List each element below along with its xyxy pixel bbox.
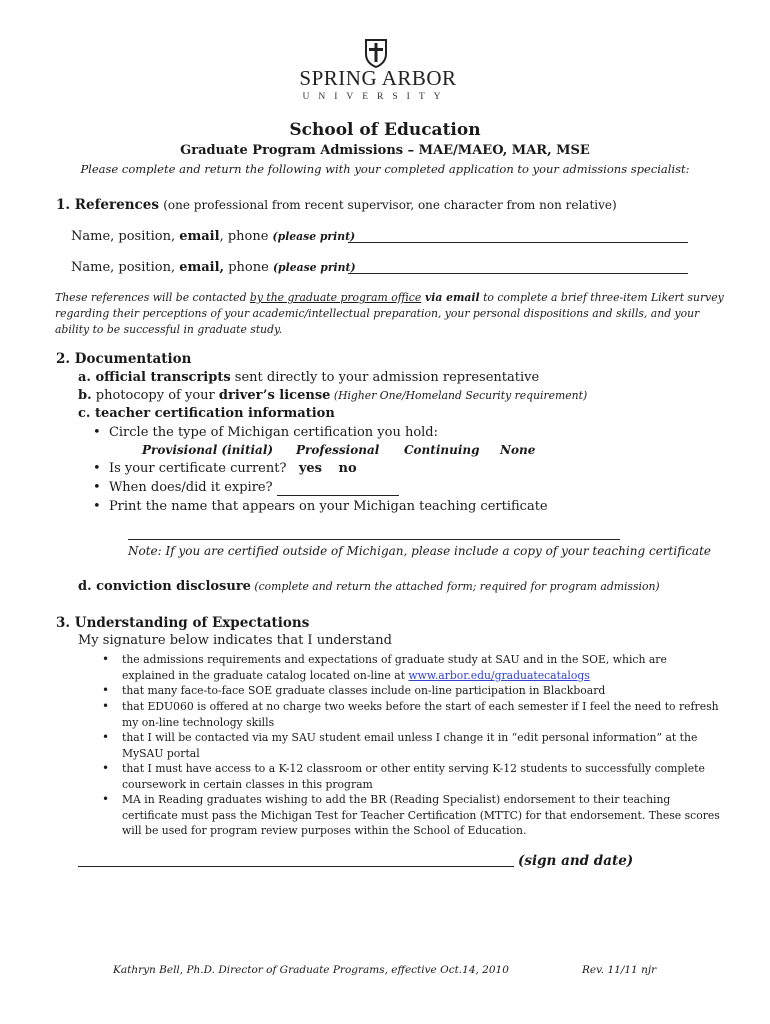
- certificate-name-input-line[interactable]: [128, 539, 620, 540]
- instructions: Please complete and return the following with your completed application to your admissions specialist:: [80, 162, 690, 176]
- ref2-label-email: email,: [179, 260, 225, 275]
- cert-type-professional[interactable]: Professional: [296, 443, 380, 457]
- expectation-item-1-text: the admissions requirements and expectations of graduate study at SAU and in the SOE, which are explained in the graduate catalog located on-line at: [122, 653, 667, 682]
- ref1-label-email: email: [179, 229, 220, 244]
- page-subtitle: Graduate Program Admissions – MAE/MAEO, MAR, MSE: [180, 143, 590, 158]
- footer-revision: Rev. 11/11 njr: [582, 964, 657, 976]
- bullet-current: [93, 461, 357, 476]
- footer-author: Kathryn Bell, Ph.D. Director of Graduate Programs, effective Oct.14, 2010: [113, 964, 509, 976]
- logo-subline: UNIVERSITY: [302, 92, 450, 102]
- sign-and-date-label: (sign and date): [518, 853, 634, 869]
- doc-item-a: [78, 370, 539, 385]
- documentation-heading: 2. Documentation: [56, 351, 192, 367]
- expectation-item-3: that EDU060 is offered at no charge two weeks before the start of each semester if I feel the need to refresh my on-line technology skills: [122, 700, 719, 729]
- bullet-dot: •: [93, 499, 109, 514]
- cross-shield-icon: [363, 38, 389, 68]
- doc-d-note: (complete and return the attached form; required for program admission): [250, 580, 660, 593]
- page-title: School of Education: [289, 120, 481, 140]
- certification-note: Note: If you are certified outside of Michigan, please include a copy of your teaching certificate: [128, 544, 711, 558]
- doc-b-mid: photocopy of your: [91, 388, 219, 403]
- ref1-hint: (please print): [272, 230, 356, 243]
- cert-type-continuing[interactable]: Continuing: [404, 443, 480, 457]
- bullet-expire-text: When does/did it expire?: [108, 480, 273, 495]
- ref1-label-post: , phone: [219, 229, 273, 244]
- expire-date-input-line[interactable]: [277, 480, 399, 496]
- bullet-expire: [93, 480, 399, 496]
- reference-1-input-line[interactable]: [348, 242, 688, 243]
- bullet-dot: •: [102, 683, 110, 697]
- bullet-dot: •: [93, 425, 109, 440]
- references-note-bold: via email: [421, 291, 480, 304]
- doc-b-bold: driver’s license: [218, 388, 331, 403]
- expectation-item-4: that I will be contacted via my SAU student email unless I change it in “edit personal information” at the MySAU portal: [122, 731, 698, 760]
- cert-type-provisional[interactable]: Provisional (initial): [142, 443, 274, 457]
- current-yes[interactable]: yes: [298, 461, 322, 476]
- bullet-dot: •: [102, 699, 110, 713]
- expectations-intro: My signature below indicates that I understand: [78, 633, 393, 648]
- cert-type-none[interactable]: None: [500, 443, 536, 457]
- doc-item-c: c. teacher certification information: [78, 406, 335, 421]
- bullet-dot: •: [102, 792, 110, 806]
- ref2-label-post: phone: [224, 260, 273, 275]
- current-no[interactable]: no: [338, 461, 357, 476]
- expectation-item-5: that I must have access to a K-12 classroom or other entity serving K-12 students to successfully complete coursework in certain classes in this program: [122, 762, 705, 791]
- bullet-print-name-text: Print the name that appears on your Michigan teaching certificate: [108, 499, 548, 514]
- doc-item-d: [78, 579, 660, 594]
- references-note-pre: These references will be contacted: [55, 291, 250, 304]
- references-note-underlined: by the graduate program office: [249, 291, 422, 304]
- doc-item-b: [78, 388, 587, 403]
- reference-2-input-line[interactable]: [348, 273, 688, 274]
- bullet-dot: •: [102, 730, 110, 744]
- references-note: [55, 290, 725, 338]
- doc-d-label: d. conviction disclosure: [78, 579, 251, 594]
- doc-b-note: (Higher One/Homeland Security requirement): [330, 389, 588, 402]
- doc-a-text: sent directly to your admission representative: [230, 370, 540, 385]
- expectation-item-2: that many face-to-face SOE graduate classes include on-line participation in Blackboard: [122, 684, 606, 697]
- ref2-hint: (please print): [272, 261, 356, 274]
- bullet-dot: •: [102, 652, 110, 666]
- graduate-catalog-link[interactable]: www.arbor.edu/graduatecatalogs: [408, 668, 590, 682]
- expectation-item-6: MA in Reading graduates wishing to add the BR (Reading Specialist) endorsement to their teaching certificate must pass the Michigan Test for Teacher Certification (MTTC) for that endorsement. These scores will be used for program review purposes within the School of Education.: [122, 793, 720, 837]
- reference-line-2: [71, 260, 356, 275]
- references-note-post: to complete a brief three-item Likert survey regarding their perceptions of your academic/intellectual preparation, your personal dispositions and skills, and your ability to be successful in graduate study.: [55, 291, 724, 336]
- expectation-item-1: [122, 652, 722, 683]
- reference-line-1: [71, 229, 355, 244]
- references-heading-note: (one professional from recent supervisor, one character from non relative): [163, 198, 617, 212]
- references-heading: 1. References: [56, 197, 159, 213]
- bullet-current-text: Is your certificate current?: [108, 461, 287, 476]
- logo-wordmark: SPRING ARBOR: [299, 66, 457, 90]
- bullet-dot: •: [93, 480, 109, 495]
- bullet-dot: •: [93, 461, 109, 476]
- bullet-circle-type: [93, 425, 438, 440]
- signature-input-line[interactable]: [78, 866, 514, 867]
- bullet-print-name: [93, 499, 548, 514]
- ref2-label-pre: Name, position,: [71, 260, 180, 275]
- references-heading-row: [56, 197, 617, 213]
- bullet-circle-text: Circle the type of Michigan certification you hold:: [108, 425, 439, 440]
- expectations-heading: 3. Understanding of Expectations: [56, 615, 310, 631]
- doc-b-label: b.: [78, 388, 92, 403]
- bullet-dot: •: [102, 761, 110, 775]
- ref1-label-pre: Name, position,: [71, 229, 180, 244]
- doc-a-label: a. official transcripts: [78, 370, 231, 385]
